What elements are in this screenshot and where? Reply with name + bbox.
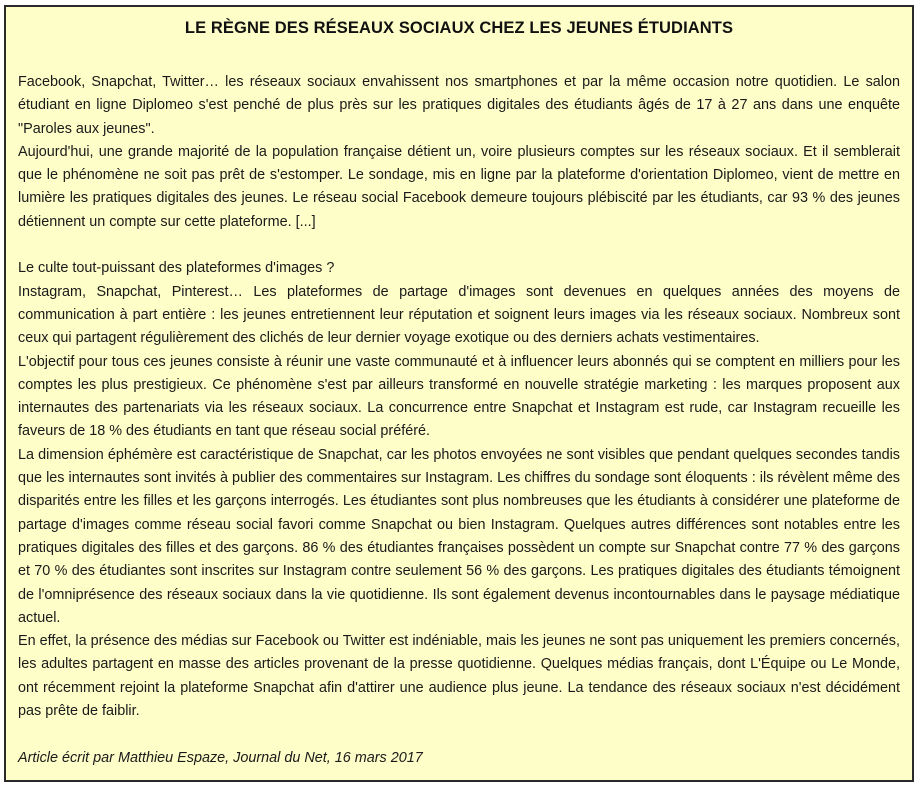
paragraph-majority: Aujourd'hui, une grande majorité de la population française détient un, voire plusieurs comptes sur les réseaux sociaux. Et il semblerait que le phénomène ne soit pas prêt de s'estomper. Le sondage, mis en ligne par la plateforme d'orientation Diplomeo, vient de mettre en lumière les pratiques digitales des jeunes. Le réseau social Facebook demeure toujours plébiscité par les étudiants, car 93 % des jeunes détiennent un compte sur cette plateforme. [...] bbox=[18, 143, 900, 230]
paragraph-image-platforms: Instagram, Snapchat, Pinterest… Les plateformes de partage d'images sont devenues en quelques années des moyens de communication à part entière : les jeunes entretiennent leur réputation et soignent leurs images via les réseaux sociaux. Nombreux sont ceux qui partagent régulièrement des clichés de leur dernier voyage exotique ou des derniers achats vestimentaires. bbox=[18, 283, 900, 347]
article-credit: Article écrit par Matthieu Espaze, Journal du Net, 16 mars 2017 bbox=[18, 749, 423, 766]
article-body bbox=[18, 71, 900, 770]
article-title: LE RÈGNE DES RÉSEAUX SOCIAUX CHEZ LES JEUNES ÉTUDIANTS bbox=[184, 19, 734, 37]
intro-paragraph: Facebook, Snapchat, Twitter… les réseaux sociaux envahissent nos smartphones et par la même occasion notre quotidien. Le salon étudiant en ligne Diplomeo s'est penché de plus près sur les pratiques digitales des étudiants âgés de 17 à 27 ans dans une enquête "Paroles aux jeunes". bbox=[18, 74, 900, 137]
article-frame bbox=[4, 5, 914, 782]
paragraph-gap bbox=[18, 723, 900, 746]
paragraph-media: En effet, la présence des médias sur Facebook ou Twitter est indéniable, mais les jeunes ne sont pas uniquement les premiers concernés, les adultes partagent en masse des articles provenant de la presse quotidienne. Quelques médias français, dont L'Équipe ou Le Monde, ont récemment rejoint la plateforme Snapchat afin d'attirer une audience plus jeune. La tendance des réseaux sociaux n'est décidément pas prête de faiblir. bbox=[18, 633, 900, 720]
section-subheading: Le culte tout-puissant des plateformes d'images ? bbox=[18, 260, 335, 277]
paragraph-community: L'objectif pour tous ces jeunes consiste à réunir une vaste communauté et à influencer leurs abonnés qui se comptent en milliers pour les comptes les plus prestigieux. Ce phénomène s'est par ailleurs transformé en nouvelle stratégie marketing : les marques proposent aux internautes des partenariats via les réseaux sociaux. La concurrence entre Snapchat et Instagram est rude, car Instagram recueille les faveurs de 18 % des étudiants en tant que réseau social préféré. bbox=[18, 353, 900, 440]
paragraph-ephemeral: La dimension éphémère est caractéristique de Snapchat, car les photos envoyées ne sont visibles que pendant quelques secondes tandis que les internautes sont invités à publier des commentaires sur Instagram. Les chiffres du sondage sont éloquents : ils révèlent même des disparités entre les filles et les garçons interrogés. Les étudiantes sont plus nombreuses que les étudiants à considérer une plateforme de partage d'images comme réseau social favori comme Snapchat ou bien Instagram. Quelques autres différences sont notables entre les pratiques digitales des filles et des garçons. 86 % des étudiantes françaises possèdent un compte sur Snapchat contre 77 % des garçons et 70 % des étudiantes sont inscrites sur Instagram contre seulement 56 % des garçons. Les pratiques digitales des étudiants témoignent de l'omniprésence des réseaux sociaux dans la vie quotidienne. Ils sont également devenus incontournables dans le paysage médiatique actuel. bbox=[18, 446, 900, 626]
paragraph-gap bbox=[18, 234, 900, 257]
